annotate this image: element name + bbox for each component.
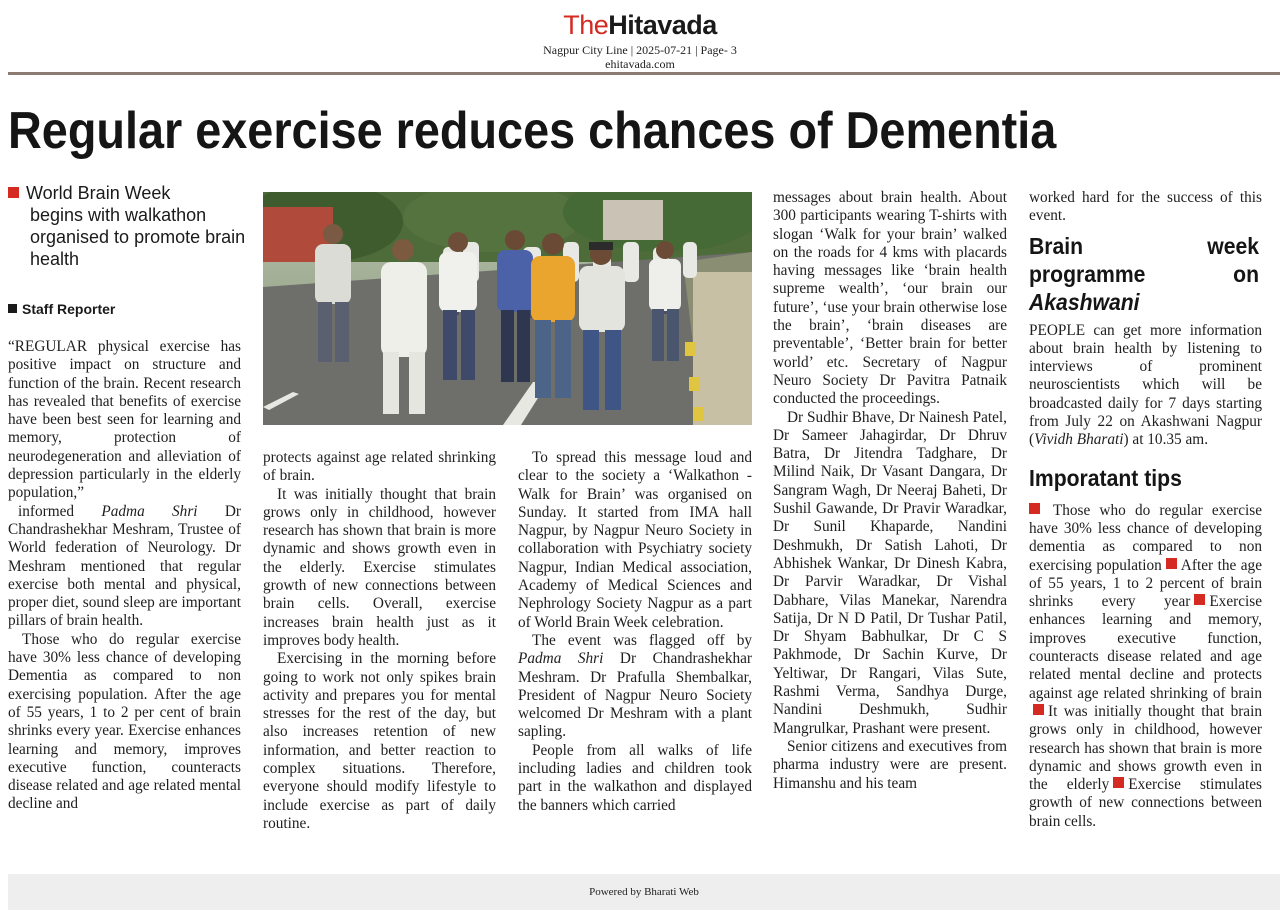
vividh-bharati-text: Vividh Bharati (1034, 431, 1124, 449)
paragraph: “REGULAR physical exercise has positive impact on structure and function of the brain. Recent research has revealed that benefits of exercise have been best seen for learning and memory, protection of neurodegeneration and alleviation of depression particularly in the elderly population,” (8, 338, 241, 502)
padma-shri-text: Padma Shri (101, 502, 198, 520)
paragraph: messages about brain health. About 300 participants wearing T-shirts with slogan ‘Walk for your brain’ walked on the roads for 4 kms with placards having messages like ‘brain health supreme wealth’, ‘our brain our future’, ‘use your brain otherwise lose the brain’, ‘brain diseases are preventable’, ‘Better brain for better world’ etc. Secretary of Nagpur Neuro Society Dr Pavitra Patnaik conducted the proceedings. (773, 189, 1007, 408)
text-run: informed (18, 502, 75, 520)
article-column-3 (518, 449, 752, 815)
heading-emphasis: Akashwani (1029, 288, 1140, 315)
paragraph (518, 632, 752, 742)
site-url[interactable]: ehitavada.com (605, 57, 675, 71)
tip-item: Exercise enhances learning and memory, improves executive function, counteracts disease related and age related mental decline and protects against age related shrinking of brain (1029, 593, 1262, 702)
footer-bar (8, 874, 1280, 910)
tips-paragraph (1029, 502, 1262, 831)
red-bullet-icon (1029, 503, 1040, 514)
text-run: PEOPLE can get more information about brain health by listening to interviews of prominent neuroscientists which will be broadcasted daily for 7 days starting from July 22 on Akashwani Nagpur ( (1029, 321, 1262, 449)
paragraph: Exercising in the morning before going to work not only spikes brain activity and prepares you for mental stresses for the rest of the day, but also increases retention of new information, and better reaction to complex situations. Therefore, everyone should modify lifestyle to include exercise as part of daily routine. (263, 650, 496, 832)
tip-item: After the age of 55 years, 1 to 2 percent of brain shrinks every year (1029, 556, 1262, 611)
paragraph: To spread this message loud and clear to the society a ‘Walkathon - Walk for Brain’ was organised on Sunday. It started from IMA hall Nagpur, by Nagpur Neuro Society in collaboration with Psychiatry society Nagpur, Indian Medical association, Academy of Medical Sciences and Nephrology Society Nagpur as a part of World Brain Week celebration. (518, 449, 752, 631)
newspaper-logo[interactable] (0, 10, 1280, 40)
byline (8, 300, 115, 318)
paragraph (8, 503, 241, 631)
paragraph: Senior citizens and executives from pharma industry were are present. Himanshu and his team (773, 737, 1007, 792)
paragraph: Dr Sudhir Bhave, Dr Nainesh Patel, Dr Sameer Jahagirdar, Dr Dhruv Batra, Dr Jitendra Tadghare, Dr Milind Naik, Dr Vasant Dangara, Dr Sangram Wagh, Dr Neeraj Baheti, Dr Sushil Gawande, Dr Pravir Waradkar, Dr Sunil Khaparde, Nandini Deshmukh, Dr Satish Lahoti, Dr Abhishek Wankar, Dr Dinesh Kabra, Dr Parvir Waradkar, Dr Vishal Dabhare, Vilas Manekar, Narendra Satija, Dr N D Patil, Dr Tushar Patil, Dr Shyam Babhulkar, Dr C S Pakhmode, Dr Sachin Kurve, Dr Yeltiwar, Dr Rangari, Vilas Sute, Rashmi Verma, Sandhya Durge, Nandini Deshmukh, Sudhir Mangrulkar, Prashant were present. (773, 408, 1007, 737)
paragraph: It was initially thought that brain grows only in childhood, however research has shown that brain is more dynamic and shows growth even in the elderly. Exercise stimulates growth of new connections between brain cells. Overall, exercise increases brain health just as it improves body health. (263, 485, 496, 649)
header-divider (8, 72, 1280, 75)
tips-heading: Imporatant tips (1029, 464, 1182, 491)
paragraph: protects against age related shrinking of brain. (263, 449, 496, 485)
red-bullet-icon (1194, 594, 1205, 605)
article-column-1 (8, 338, 241, 814)
article-headline: Regular exercise reduces chances of Dementia (8, 102, 1057, 160)
kicker-rest: begins with walkathon organised to promote brain health (30, 205, 246, 269)
tip-item: Exercise stimulates growth of new connections between brain cells. (1029, 776, 1262, 830)
padma-shri-text: Padma Shri (518, 650, 604, 668)
article-column-4 (773, 189, 1007, 793)
paragraph: worked hard for the success of this event. (1029, 189, 1262, 225)
paragraph: People from all walks of life including ladies and children took part in the walkathon and displayed the banners which carried (518, 741, 752, 814)
text-run: The event was flagged off by (532, 631, 752, 649)
walkathon-photo-illustration (263, 192, 752, 425)
black-bullet-icon (8, 304, 17, 313)
red-bullet-icon (1166, 558, 1177, 569)
logo-hitavada: Hitavada (608, 10, 717, 40)
tip-item: Those who do regular exercise have 30% less chance of developing dementia as compared to non exercising population (1029, 501, 1262, 574)
article-column-5 (1029, 189, 1262, 831)
tip-item: It was initially thought that brain grows only in childhood, however research has shown that brain is more dynamic and shows growth even in the elderly (1029, 702, 1262, 794)
text-run: Dr Chandrashekhar Meshram, Trustee of World federation of Neurology. Dr Meshram mentioned that regular exercise both mental and physical, proper diet, sound sleep are important pillars of brain health. (8, 502, 241, 630)
logo-the: The (563, 10, 609, 40)
red-bullet-icon (1033, 704, 1044, 715)
walkathon-photo (263, 192, 752, 425)
kicker-line1: World Brain Week (26, 183, 171, 203)
edition-info: Nagpur City Line | 2025-07-21 | Page- 3 (543, 43, 737, 57)
article-kicker (8, 182, 248, 270)
powered-by-link[interactable]: Powered by Bharati Web (589, 886, 699, 898)
paragraph (1029, 322, 1262, 450)
heading-text: Brain week programme on (1029, 232, 1259, 287)
red-bullet-icon (8, 187, 19, 198)
article-column-2 (263, 449, 496, 833)
paragraph: Those who do regular exercise have 30% less chance of developing Dementia as compared to non exercising population. After the age of 55 years, 1 to 2 per cent of brain shrinks every year. Exercise enhances learning and memory, improves executive function, counteracts disease related and age related mental decline and (8, 630, 241, 813)
red-bullet-icon (1113, 777, 1124, 788)
brain-week-heading (1029, 232, 1259, 316)
masthead (0, 10, 1280, 71)
text-run: ) at 10.35 am. (1123, 431, 1209, 449)
text-run: Dr Chandrashekhar Meshram. Dr Prafulla Shembalkar, President of Nagpur Neuro Society welcomed Dr Meshram with a plant sapling. (518, 650, 752, 741)
byline-text: Staff Reporter (22, 301, 116, 317)
